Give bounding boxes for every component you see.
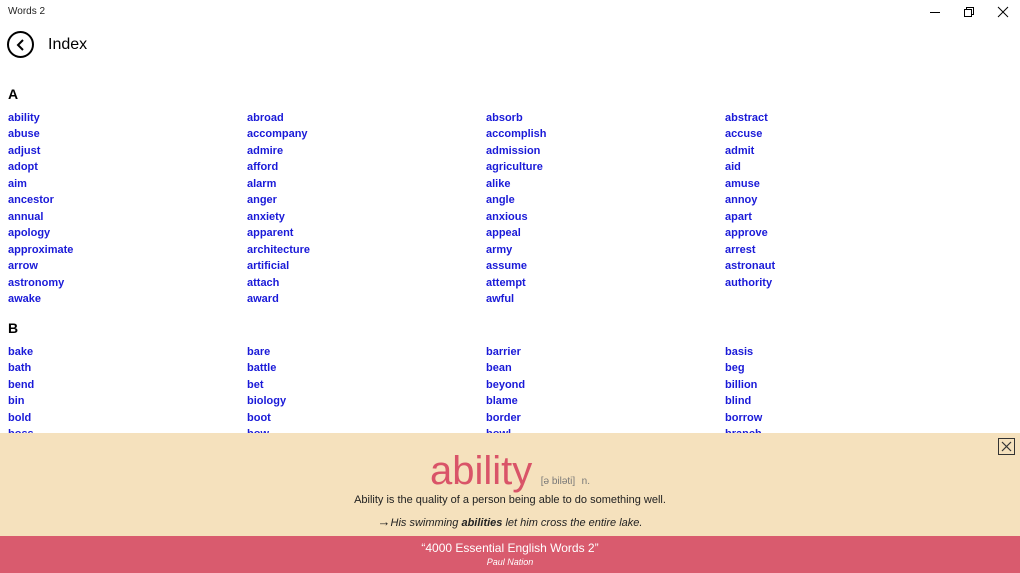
headword: ability <box>430 449 533 493</box>
restore-icon <box>964 7 974 17</box>
word-link[interactable]: arrest <box>725 243 756 256</box>
word-link[interactable]: accuse <box>725 128 763 141</box>
section-header-a: A <box>8 86 19 102</box>
part-of-speech: n. <box>581 476 590 487</box>
arrow-icon: → <box>377 514 391 529</box>
word-link[interactable]: beg <box>725 362 745 375</box>
word-link[interactable]: ancestor <box>8 194 54 207</box>
word-link[interactable]: alarm <box>247 177 277 190</box>
word-link[interactable]: admire <box>247 144 284 157</box>
word-link[interactable]: amuse <box>725 177 760 190</box>
word-link[interactable]: astronomy <box>8 276 65 289</box>
word-link[interactable]: accompany <box>247 128 308 141</box>
book-author: Paul Nation <box>486 557 534 567</box>
section-header-b: B <box>8 320 19 336</box>
word-link[interactable]: assume <box>486 260 527 273</box>
word-link[interactable]: border <box>486 411 521 424</box>
word-link[interactable]: admit <box>725 144 755 157</box>
word-link[interactable]: astronaut <box>725 260 776 273</box>
word-link[interactable]: bet <box>247 378 264 391</box>
word-link[interactable]: army <box>486 243 513 256</box>
example-after: let him cross the entire lake. <box>502 517 643 529</box>
word-link[interactable]: bin <box>8 395 25 408</box>
word-detail-panel <box>0 433 1020 536</box>
word-index[interactable] <box>0 84 1020 433</box>
word-link[interactable]: bare <box>247 346 271 358</box>
word-link[interactable]: anger <box>247 194 277 207</box>
word-link[interactable]: annual <box>8 210 44 223</box>
example-highlight: abilities <box>461 517 503 529</box>
word-link[interactable]: adjust <box>8 144 41 157</box>
word-link[interactable]: bake <box>8 346 34 358</box>
word-link[interactable]: billion <box>725 378 758 391</box>
word-link[interactable]: bean <box>486 362 512 375</box>
word-link[interactable]: battle <box>247 362 277 375</box>
word-link[interactable]: aid <box>725 161 741 174</box>
page-title: Index <box>48 36 88 53</box>
word-link[interactable]: bold <box>8 411 32 424</box>
word-link[interactable]: admission <box>486 144 541 157</box>
word-link[interactable]: basis <box>725 346 754 358</box>
word-link[interactable]: apart <box>725 210 752 223</box>
app-title: Words 2 <box>8 6 46 17</box>
word-link[interactable]: anxiety <box>247 210 285 223</box>
word-link[interactable]: artificial <box>247 260 290 273</box>
restore-button[interactable] <box>952 0 986 24</box>
word-link[interactable]: attempt <box>486 276 526 289</box>
word-link[interactable]: arrow <box>8 260 38 273</box>
word-link[interactable]: boot <box>247 411 271 424</box>
word-link[interactable]: anxious <box>486 210 528 223</box>
word-link[interactable]: architecture <box>247 243 310 256</box>
phonetic: [ə biləti] <box>540 476 576 487</box>
word-link[interactable]: borrow <box>725 411 763 424</box>
example-sentence <box>0 514 1020 529</box>
close-icon <box>998 7 1008 17</box>
back-arrow-icon <box>15 39 27 51</box>
word-link[interactable]: blind <box>725 395 752 408</box>
word-link[interactable]: angle <box>486 194 515 207</box>
word-link[interactable]: adopt <box>8 161 38 174</box>
word-link[interactable]: attach <box>247 276 280 289</box>
word-link[interactable]: blame <box>486 395 518 408</box>
word-link[interactable]: approve <box>725 227 768 240</box>
word-link[interactable]: afford <box>247 161 279 174</box>
definition: Ability is the quality of a person being able to do something well. <box>354 494 666 506</box>
word-link[interactable]: accomplish <box>486 128 547 141</box>
word-link[interactable]: approximate <box>8 243 74 256</box>
page-header <box>0 28 1020 64</box>
minimize-icon <box>930 7 940 17</box>
word-link[interactable]: alike <box>486 177 511 190</box>
word-link[interactable]: bend <box>8 378 35 391</box>
word-link[interactable]: awful <box>486 292 515 305</box>
back-button[interactable] <box>7 31 34 58</box>
word-link[interactable]: awake <box>8 292 42 305</box>
word-link[interactable]: bath <box>8 362 32 375</box>
word-link[interactable]: biology <box>247 395 287 408</box>
example-before: His swimming <box>390 517 462 529</box>
word-link[interactable]: abuse <box>8 128 40 141</box>
word-link[interactable]: agriculture <box>486 161 543 174</box>
word-link[interactable]: abroad <box>247 112 284 124</box>
word-link[interactable]: beyond <box>486 378 526 391</box>
close-window-button[interactable] <box>986 0 1020 24</box>
minimize-button[interactable] <box>918 0 952 24</box>
headword-line <box>0 449 1020 494</box>
word-link[interactable]: apparent <box>247 227 294 240</box>
book-footer <box>0 536 1020 573</box>
word-link[interactable]: authority <box>725 276 773 289</box>
word-link[interactable]: apology <box>8 227 51 240</box>
title-bar <box>0 0 1020 24</box>
word-link[interactable]: aim <box>8 177 27 190</box>
word-link[interactable]: appeal <box>486 227 521 240</box>
word-link[interactable]: annoy <box>725 194 758 207</box>
book-title: “4000 Essential English Words 2” <box>421 541 599 555</box>
word-link[interactable]: ability <box>8 112 40 124</box>
word-link[interactable]: barrier <box>486 346 521 358</box>
word-link[interactable]: award <box>247 292 279 305</box>
word-link[interactable]: absorb <box>486 112 523 124</box>
word-link[interactable]: abstract <box>725 112 768 124</box>
